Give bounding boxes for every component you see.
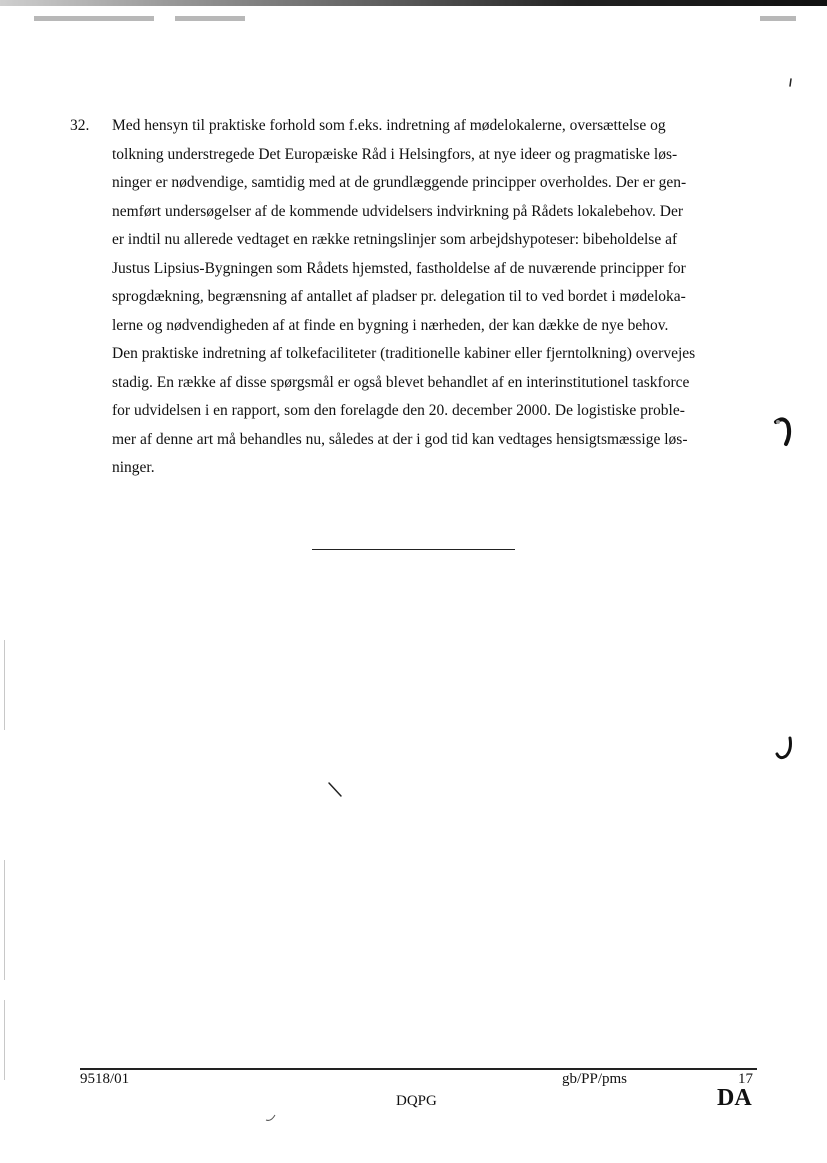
paragraph-line: tolkning understregede Det Europæiske Råd i Helsingfors, at nye ideer og pragmatiske løs- bbox=[112, 145, 678, 163]
paragraph-line: sprogdækning, begrænsning af antallet af pladser pr. delegation til to ved bordet i mødeloka- bbox=[112, 288, 686, 305]
paragraph-number: 32. bbox=[70, 117, 90, 134]
paragraph-line: ninger. bbox=[112, 459, 155, 476]
punch-hole-mark-top bbox=[770, 414, 796, 448]
scan-artifact-line bbox=[4, 1000, 5, 1080]
punch-hole-mark-bottom bbox=[772, 734, 798, 764]
document-reference: 9518/01 bbox=[80, 1071, 130, 1087]
stray-pen-mark bbox=[326, 780, 346, 800]
scan-artifact-line bbox=[4, 860, 5, 980]
scan-speck bbox=[264, 1110, 278, 1124]
scan-speck bbox=[788, 78, 794, 88]
paragraph-line: lerne og nødvendigheden af at finde en bygning i nærheden, der kan dække de nye behov. bbox=[112, 316, 669, 334]
paragraph-line: for udvidelsen i en rapport, som den forelagde den 20. december 2000. De logistiske proble- bbox=[112, 402, 685, 419]
paragraph-body bbox=[112, 112, 748, 483]
paragraph-line: Den praktiske indretning af tolkefaciliteter (traditionelle kabiner eller fjerntolkning) overvejes bbox=[112, 345, 696, 362]
language-code: DA bbox=[717, 1085, 752, 1111]
fax-header-noise bbox=[34, 16, 154, 21]
scan-artifact-line bbox=[4, 640, 5, 730]
paragraph-line: mer af denne art må behandles nu, således at der i god tid kan vedtages hensigtsmæssige løs- bbox=[112, 430, 688, 448]
page-number: 17 bbox=[738, 1071, 753, 1087]
footer-rule bbox=[80, 1068, 757, 1070]
end-of-text-rule bbox=[312, 549, 515, 550]
author-initials: gb/PP/pms bbox=[562, 1071, 628, 1087]
paragraph-32 bbox=[70, 112, 750, 483]
paragraph-line: er indtil nu allerede vedtaget en række retningslinjer som arbejdshypoteser: bibeholdelse af bbox=[112, 231, 678, 248]
paragraph-line: Justus Lipsius-Bygningen som Rådets hjemsted, fastholdelse af de nuværende principper for bbox=[112, 259, 686, 277]
fax-transmission-header bbox=[0, 0, 827, 6]
paragraph-line: ninger er nødvendige, samtidig med at de grundlæggende principper overholdes. Der er gen- bbox=[112, 174, 687, 191]
department-code: DQPG bbox=[396, 1093, 437, 1109]
paragraph-line: Med hensyn til praktiske forhold som f.eks. indretning af mødelokalerne, oversættelse og bbox=[112, 117, 666, 134]
fax-header-noise bbox=[760, 16, 796, 21]
paragraph-line: nemført undersøgelser af de kommende udvidelsers indvirkning på Rådets lokalebehov. Der bbox=[112, 202, 684, 220]
fax-header-noise bbox=[175, 16, 245, 21]
paragraph-line: stadig. En række af disse spørgsmål er også blevet behandlet af en interinstitutionel taskforce bbox=[112, 373, 690, 391]
